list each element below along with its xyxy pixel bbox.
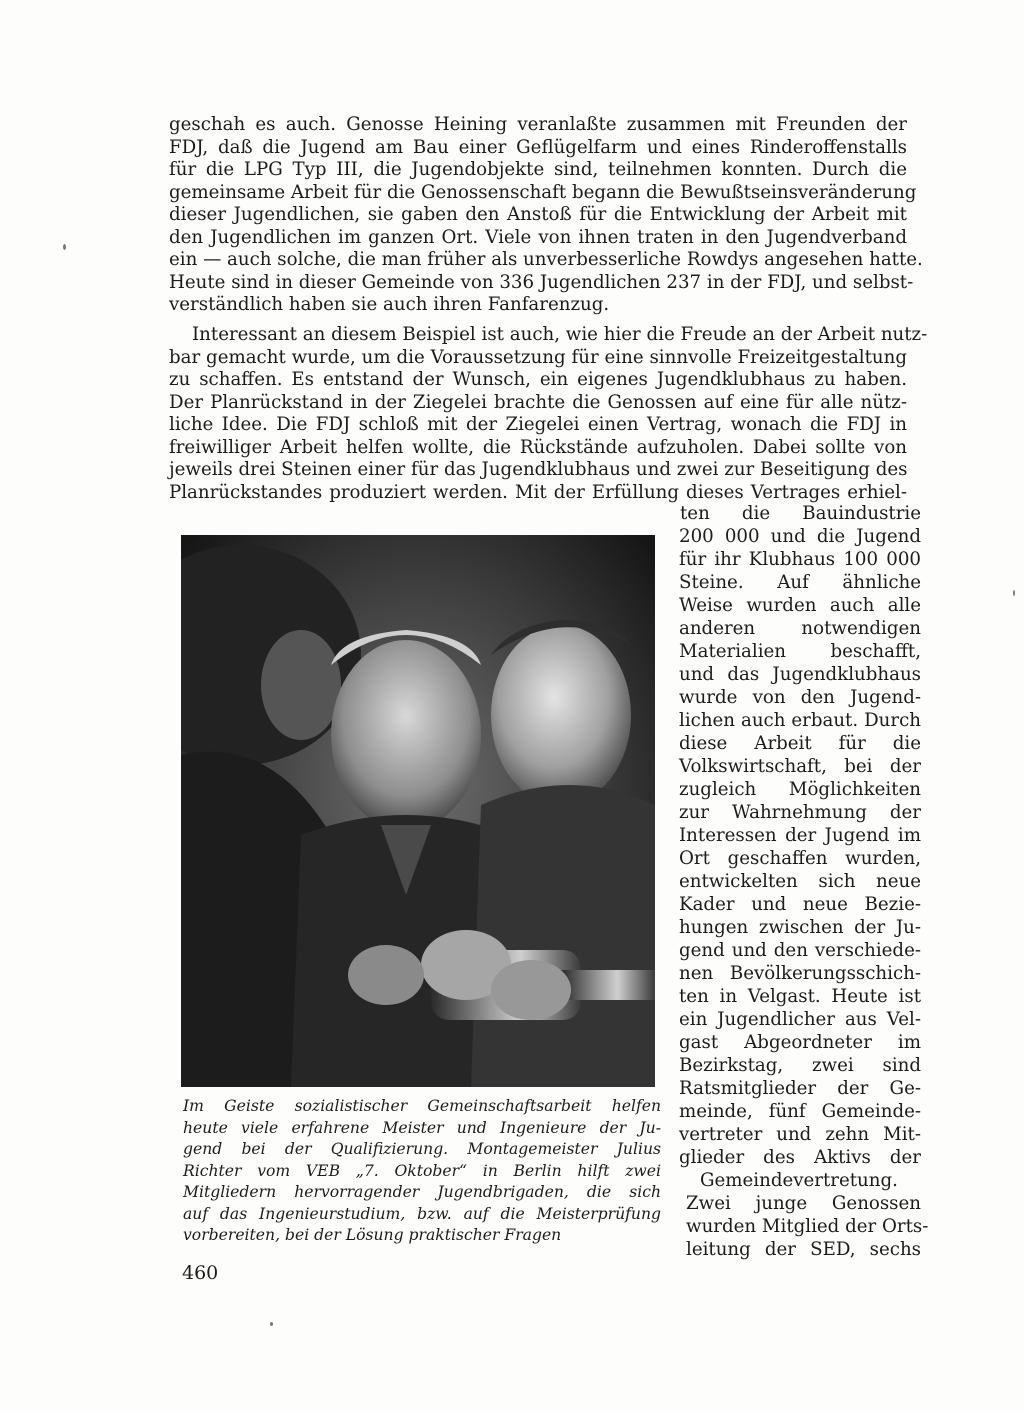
text-line: Planrückstandes produziert werden. Mit der Erfüllung dieses Vertrages erhiel- — [169, 481, 907, 503]
text-line: Steine. Auf ähnliche — [679, 572, 921, 593]
photo-illustration — [181, 535, 655, 1087]
text-line: Ort geschaffen wurden, — [679, 848, 921, 869]
text-line: wurden Mitglied der Orts- — [686, 1216, 929, 1237]
scan-speck — [270, 1322, 273, 1326]
text-line: anderen notwendigen — [679, 618, 921, 639]
text-line: glieder des Aktivs der — [679, 1147, 921, 1168]
text-line: zu schaffen. Es entstand der Wunsch, ein eigenes Jugendklubhaus zu haben. — [169, 369, 907, 390]
text-line: Materialien beschafft, — [679, 641, 921, 662]
text-line: entwickelten sich neue — [679, 871, 921, 892]
caption-line: Richter vom VEB „7. Oktober“ in Berlin hilft zwei — [183, 1161, 661, 1180]
text-line: zugleich Möglichkeiten — [679, 779, 921, 800]
photo-three-workers — [181, 535, 655, 1087]
text-line: Weise wurden auch alle — [679, 595, 921, 616]
text-line: Ratsmitglieder der Ge- — [679, 1078, 921, 1099]
text-line: ein — auch solche, die man früher als unverbesserliche Rowdys angesehen hatte. — [169, 249, 923, 270]
text-line: für die LPG Typ III, die Jugendobjekte sind, teilnehmen konnten. Durch die — [169, 159, 907, 180]
text-line: wurde von den Jugend- — [679, 687, 921, 708]
caption-line: auf das Ingenieurstudium, bzw. auf die Meisterprüfung — [183, 1204, 661, 1223]
text-line: meinde, fünf Gemeinde- — [679, 1101, 921, 1122]
text-line: hungen zwischen der Ju- — [679, 917, 921, 938]
text-line: Der Planrückstand in der Ziegelei brachte die Genossen auf eine für alle nütz- — [169, 391, 907, 413]
text-line: gast Abgeordneter im — [679, 1032, 921, 1053]
text-line: Kader und neue Bezie- — [679, 894, 921, 915]
scan-speck — [1013, 590, 1015, 596]
text-line: verständlich haben sie auch ihren Fanfarenzug. — [169, 294, 610, 315]
text-line: Volkswirtschaft, bei der — [679, 756, 921, 777]
text-line: Interessant an diesem Beispiel ist auch, wie hier die Freude an der Arbeit nutz- — [192, 324, 928, 345]
text-line: ten die Bauindustrie — [680, 503, 921, 524]
text-line: zur Wahrnehmung der — [679, 802, 921, 823]
text-line: bar gemacht wurde, um die Voraussetzung für eine sinnvolle Freizeitgestaltung — [169, 346, 907, 368]
scan-speck — [63, 244, 66, 250]
text-line: diese Arbeit für die — [679, 733, 921, 754]
caption-line: gend bei der Qualifizierung. Montagemeister Julius — [183, 1140, 661, 1158]
text-line: ein Jugendlicher aus Vel- — [679, 1009, 921, 1030]
text-line: nen Bevölkerungsschich- — [679, 963, 921, 984]
caption-line: Im Geiste sozialistischer Gemeinschaftsarbeit helfen — [183, 1097, 661, 1115]
text-line: für ihr Klubhaus 100 000 — [679, 549, 921, 570]
text-line: freiwilliger Arbeit helfen wollte, die Rückstände aufzuholen. Dabei sollte von — [169, 436, 907, 458]
text-line: geschah es auch. Genosse Heining veranlaßte zusammen mit Freunden der — [169, 114, 907, 135]
text-line: Heute sind in dieser Gemeinde von 336 Jugendlichen 237 in der FDJ, und selbst- — [169, 271, 914, 293]
caption-line: Mitgliedern hervorragender Jugendbrigaden, die sich — [183, 1183, 661, 1201]
text-line: dieser Jugendlichen, sie gaben den Anstoß für die Entwicklung der Arbeit mit — [169, 204, 907, 225]
text-line: FDJ, daß die Jugend am Bau einer Geflügelfarm und eines Rinderoffenstalls — [169, 136, 907, 158]
text-line: vertreter und zehn Mit- — [679, 1124, 921, 1145]
text-line: jeweils drei Steinen einer für das Jugendklubhaus und zwei zur Beseitigung des — [169, 459, 908, 480]
text-line: Bezirkstag, zwei sind — [679, 1055, 921, 1076]
text-line: ten in Velgast. Heute ist — [679, 986, 921, 1007]
page-number: 460 — [182, 1262, 219, 1284]
text-line: Interessen der Jugend im — [679, 825, 921, 846]
caption-line: heute viele erfahrene Meister und Ingenieure der Ju- — [183, 1118, 661, 1137]
text-line: liche Idee. Die FDJ schloß mit der Ziegelei einen Vertrag, wonach die FDJ in — [169, 414, 907, 435]
text-line: leitung der SED, sechs — [686, 1239, 921, 1260]
text-line: und das Jugendklubhaus — [679, 664, 921, 685]
text-line: lichen auch erbaut. Durch — [679, 710, 921, 731]
text-line: Zwei junge Genossen — [686, 1193, 921, 1214]
caption-line: vorbereiten, bei der Lösung praktischer Fragen — [183, 1226, 562, 1244]
text-line: gend und den verschiede- — [679, 940, 921, 961]
text-line: Gemeindevertretung. — [700, 1170, 898, 1191]
text-line: den Jugendlichen im ganzen Ort. Viele von ihnen traten in den Jugendverband — [169, 226, 907, 248]
text-line: 200 000 und die Jugend — [679, 526, 921, 547]
text-line: gemeinsame Arbeit für die Genossenschaft begann die Bewußtseinsveränderung — [169, 181, 917, 203]
